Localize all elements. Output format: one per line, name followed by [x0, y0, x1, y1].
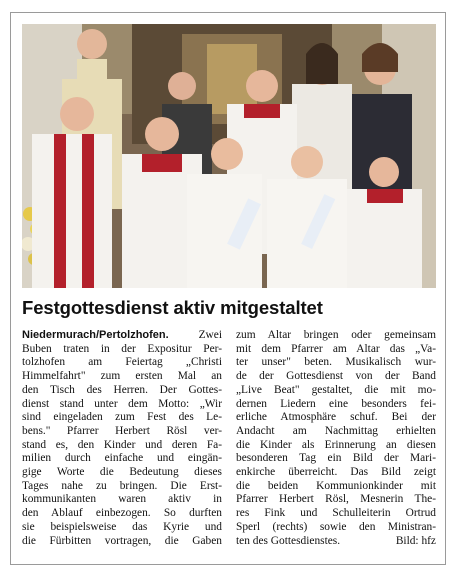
- body-line: Tages nahe zu bringen. Die Erst-: [22, 479, 222, 492]
- body-line: „Live Beat" gestaltet, die mit mo-: [236, 383, 436, 396]
- body-line: milien durch einfache und eingän-: [22, 452, 222, 465]
- body-line: dienst stand unter dem Motto: „Wir: [22, 397, 222, 410]
- body-line: de der Gottesdienst von der Band: [236, 370, 436, 383]
- photo-illustration: [22, 24, 436, 288]
- body-line-text: Zwei: [198, 329, 222, 341]
- body-line: die Kinder als Erinnerung an diesen: [236, 438, 436, 451]
- body-line: zum Altar bringen oder gemeinsam: [236, 329, 436, 341]
- body-line: Buben traten in der Expositur Per-: [22, 342, 222, 355]
- article-photo: [22, 24, 436, 288]
- body-line: die Fürbitten vortragen, die Gaben: [22, 534, 222, 547]
- body-line: Sperl (rechts) sowie den Ministran-: [236, 520, 436, 533]
- body-line: Himmelfahrt" zum ersten Mal an: [22, 370, 222, 383]
- body-line: mit dem Pfarrer am Altar das „Va-: [236, 342, 436, 355]
- article-column-right: [236, 329, 436, 548]
- body-line: den Tisch des Herren. Der Gottes-: [22, 383, 222, 396]
- body-line: stand es, den Kinder und deren Fa-: [22, 438, 222, 451]
- body-line: kommunikanten waren aktiv in: [22, 493, 222, 506]
- body-line: gige Worte die Bedeutung dieses: [22, 466, 222, 479]
- body-line: die beiden Kommunionkinder mit: [236, 479, 436, 492]
- body-line: enkirche überreicht. Das Bild zeigt: [236, 466, 436, 479]
- body-line: res Fink und Schulleiterin Ortrud: [236, 507, 436, 520]
- body-line: [22, 329, 222, 343]
- last-line-row: [236, 535, 436, 549]
- body-line: ten des Gottesdienstes.: [236, 534, 341, 547]
- article-headline: Festgottesdienst aktiv mitgestaltet: [22, 297, 323, 318]
- photo-credit: Bild: hfz: [395, 534, 436, 547]
- body-line: tolzhofen am Feiertag „Christi: [22, 356, 222, 369]
- body-line: den Ablauf einbezogen. So durften: [22, 507, 222, 520]
- body-line: sie beispielsweise das Kyrie und: [22, 520, 222, 533]
- body-line: bens." Pfarrer Herbert Rösl ver-: [22, 424, 222, 437]
- body-line: dernen Liedern eine besonders fei-: [236, 397, 436, 410]
- body-line: besonderen Tag ein Bild der Mari-: [236, 452, 436, 465]
- dateline: Niedermurach/Pertolzhofen.: [22, 329, 169, 341]
- article-body: [22, 329, 436, 559]
- body-line: erliche Atmosphäre schuf. Bei der: [236, 411, 436, 424]
- body-line: Pfarrer Herbert Rösl, Mesnerin The-: [236, 493, 436, 506]
- body-line: sind eingeladen zum Fest des Le-: [22, 411, 222, 424]
- article-column-left: [22, 329, 222, 548]
- body-line: ter unser" beten. Musikalisch wur-: [236, 356, 436, 369]
- body-line: Andacht am Nachmittag erhielten: [236, 424, 436, 437]
